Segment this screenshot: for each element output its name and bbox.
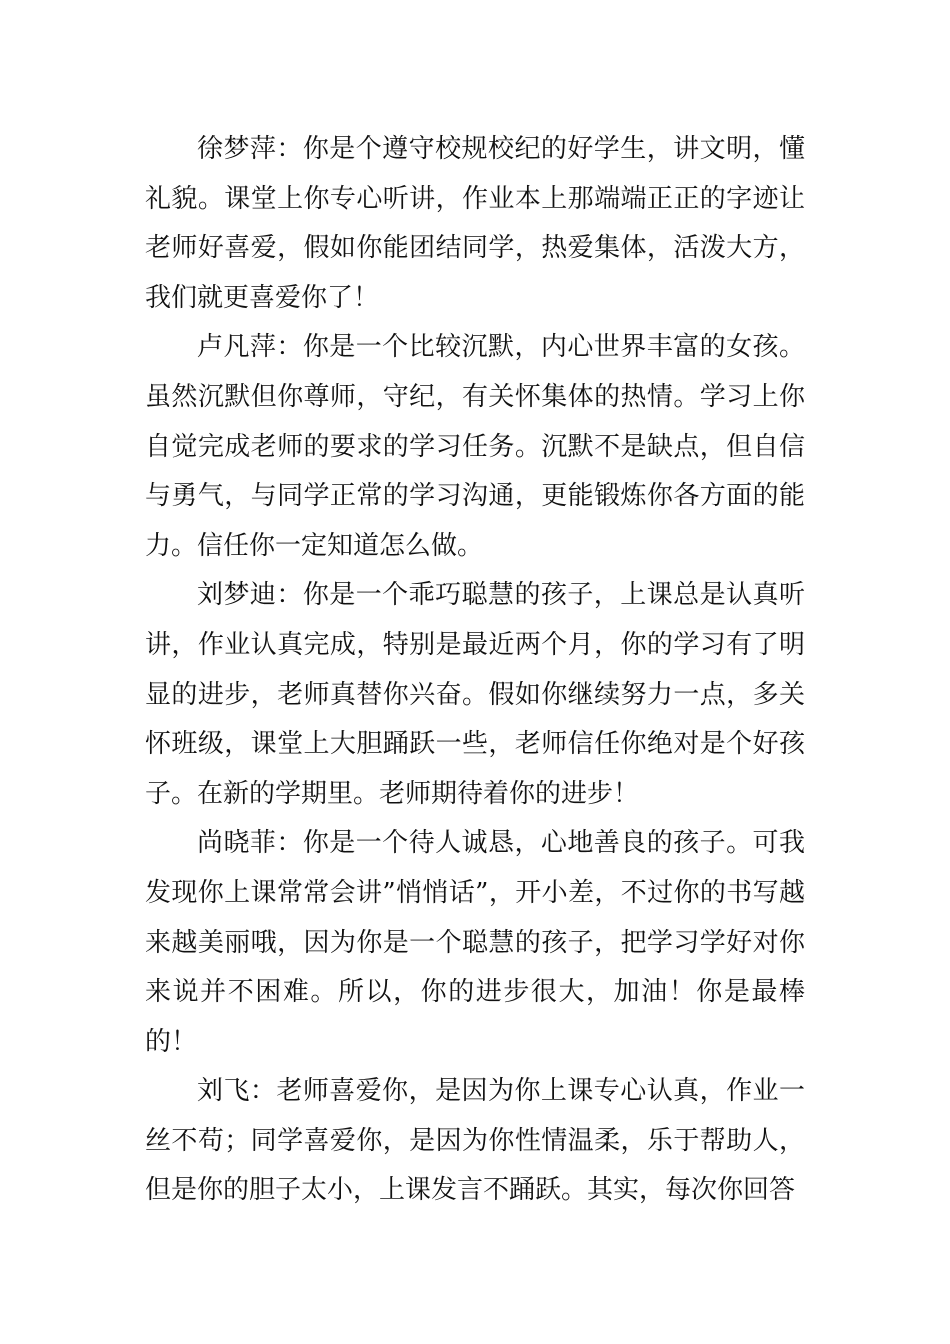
comment-paragraph-liu-mengdi: 刘梦迪：你是一个乖巧聪慧的孩子，上课总是认真听讲，作业认真完成，特别是最近两个月，你的学习有了明显的进步，老师真替你兴奋。假如你继续努力一点，多关怀班级，课堂上大胆踊跃一些，老师信任你绝对是个好孩子。在新的学期里。老师期待着你的进步！ — [145, 580, 805, 809]
comment-paragraph-lu-fanping: 卢凡萍：你是一个比较沉默，内心世界丰富的女孩。虽然沉默但你尊师，守纪，有关怀集体的热情。学习上你自觉完成老师的要求的学习任务。沉默不是缺点，但自信与勇气，与同学正常的学习沟通，更能锻炼你各方面的能力。信任你一定知道怎么做。 — [145, 332, 805, 561]
comment-paragraph-shang-xiaofei: 尚晓菲：你是一个待人诚恳，心地善良的孩子。可我发现你上课常常会讲”悄悄话”，开小差，不过你的书写越来越美丽哦，因为你是一个聪慧的孩子，把学习学好对你来说并不困难。所以，你的进步很大，加油！你是最棒的！ — [145, 828, 805, 1057]
comment-paragraph-xu-mengping: 徐梦萍：你是个遵守校规校纪的好学生，讲文明，懂礼貌。课堂上你专心听讲，作业本上那端端正正的字迹让老师好喜爱，假如你能团结同学，热爱集体，活泼大方，我们就更喜爱你了！ — [145, 134, 805, 313]
comment-paragraph-liu-fei: 刘飞：老师喜爱你，是因为你上课专心认真，作业一丝不苟；同学喜爱你，是因为你性情温柔，乐于帮助人，但是你的胆子太小，上课发言不踊跃。其实，每次你回答 — [145, 1076, 805, 1206]
document-body — [145, 125, 805, 1216]
